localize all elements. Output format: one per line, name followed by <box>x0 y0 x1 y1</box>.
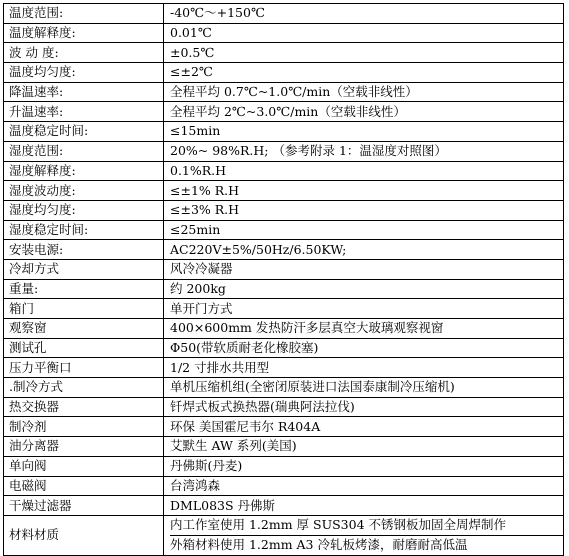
row-label: 安装电源: <box>4 240 164 260</box>
row-label: 制冷剂 <box>4 417 164 437</box>
row-label: 湿度均匀度: <box>4 200 164 220</box>
row-value: ≤±3% R.H <box>164 200 564 220</box>
row-label: 湿度稳定时间: <box>4 220 164 240</box>
table-row <box>4 299 564 319</box>
spec-table-body <box>4 4 564 556</box>
row-value: 环保 美国霍尼韦尔 R404A <box>164 417 564 437</box>
table-row <box>4 378 564 398</box>
row-value: 400×600mm 发热防汗多层真空大玻璃观察视窗 <box>164 319 564 339</box>
table-row <box>4 220 564 240</box>
material-outer-line: 外箱材料使用 1.2mm A3 冷轧板烤漆，耐磨耐高低温 <box>170 536 468 552</box>
table-row-material <box>4 515 564 555</box>
spec-table <box>3 3 564 556</box>
row-value: 全程平均 0.7℃~1.0℃/min（空载非线性） <box>164 82 564 102</box>
table-row <box>4 63 564 83</box>
row-label: 电磁阀 <box>4 476 164 496</box>
table-row <box>4 4 564 24</box>
table-row <box>4 437 564 457</box>
table-row <box>4 102 564 122</box>
row-value: 风冷冷凝器 <box>164 259 564 279</box>
table-row <box>4 23 564 43</box>
table-row <box>4 417 564 437</box>
table-row <box>4 200 564 220</box>
row-label: 温度均匀度: <box>4 63 164 83</box>
row-value: 0.01℃ <box>164 23 564 43</box>
row-value: 全程平均 2℃~3.0℃/min（空载非线性） <box>164 102 564 122</box>
row-label: 温度稳定时间: <box>4 122 164 142</box>
table-row <box>4 259 564 279</box>
row-label: 冷却方式 <box>4 259 164 279</box>
row-value: Φ50(带软质耐老化橡胶塞) <box>164 338 564 358</box>
row-value: 0.1%R.H <box>164 161 564 181</box>
table-row <box>4 122 564 142</box>
row-value: 约 200kg <box>164 279 564 299</box>
table-row <box>4 82 564 102</box>
row-value: 20%~ 98%R.H; （参考附录 1：温湿度对照图） <box>164 141 564 161</box>
table-row <box>4 496 564 516</box>
table-row <box>4 338 564 358</box>
row-label: .制冷方式 <box>4 378 164 398</box>
row-label: 温度解释度: <box>4 23 164 43</box>
row-value: ±0.5℃ <box>164 43 564 63</box>
row-label: 测试孔 <box>4 338 164 358</box>
material-label: 材料材质 <box>4 515 164 555</box>
row-label: 油分离器 <box>4 437 164 457</box>
row-value: 丹佛斯(丹麦) <box>164 456 564 476</box>
row-value: AC220V±5%/50Hz/6.50KW; <box>164 240 564 260</box>
table-row <box>4 319 564 339</box>
row-label: 降温速率: <box>4 82 164 102</box>
row-value: ≤15min <box>164 122 564 142</box>
row-value: ≤±2℃ <box>164 63 564 83</box>
row-label: 干燥过滤器 <box>4 496 164 516</box>
table-row <box>4 456 564 476</box>
material-value <box>164 515 564 555</box>
row-label: 湿度波动度: <box>4 181 164 201</box>
table-row <box>4 358 564 378</box>
table-row <box>4 476 564 496</box>
table-row <box>4 43 564 63</box>
row-value: 钎焊式板式换热器(瑞典阿法拉伐) <box>164 397 564 417</box>
material-inner-line: 内工作室使用 1.2mm 厚 SUS304 不锈钢板加固全周焊制作 <box>170 516 563 536</box>
table-row <box>4 181 564 201</box>
row-label: 湿度范围: <box>4 141 164 161</box>
row-label: 箱门 <box>4 299 164 319</box>
table-row <box>4 397 564 417</box>
table-row <box>4 161 564 181</box>
row-value: 单开门方式 <box>164 299 564 319</box>
row-label: 观察窗 <box>4 319 164 339</box>
row-value: ≤±1% R.H <box>164 181 564 201</box>
row-value: 艾默生 AW 系列(美国) <box>164 437 564 457</box>
row-value: -40℃～+150℃ <box>164 4 564 24</box>
row-label: 湿度解释度: <box>4 161 164 181</box>
row-value: 单机压缩机组(全密闭原装进口法国泰康制冷压缩机) <box>164 378 564 398</box>
row-value: ≤25min <box>164 220 564 240</box>
table-row <box>4 240 564 260</box>
row-label: 重量: <box>4 279 164 299</box>
row-value: 1/2 寸排水共用型 <box>164 358 564 378</box>
row-value: 台湾鸿森 <box>164 476 564 496</box>
table-row <box>4 279 564 299</box>
row-label: 波 动 度: <box>4 43 164 63</box>
row-value: DML083S 丹佛斯 <box>164 496 564 516</box>
row-label: 单向阀 <box>4 456 164 476</box>
row-label: 热交换器 <box>4 397 164 417</box>
table-row <box>4 141 564 161</box>
row-label: 压力平衡口 <box>4 358 164 378</box>
row-label: 温度范围: <box>4 4 164 24</box>
row-label: 升温速率: <box>4 102 164 122</box>
